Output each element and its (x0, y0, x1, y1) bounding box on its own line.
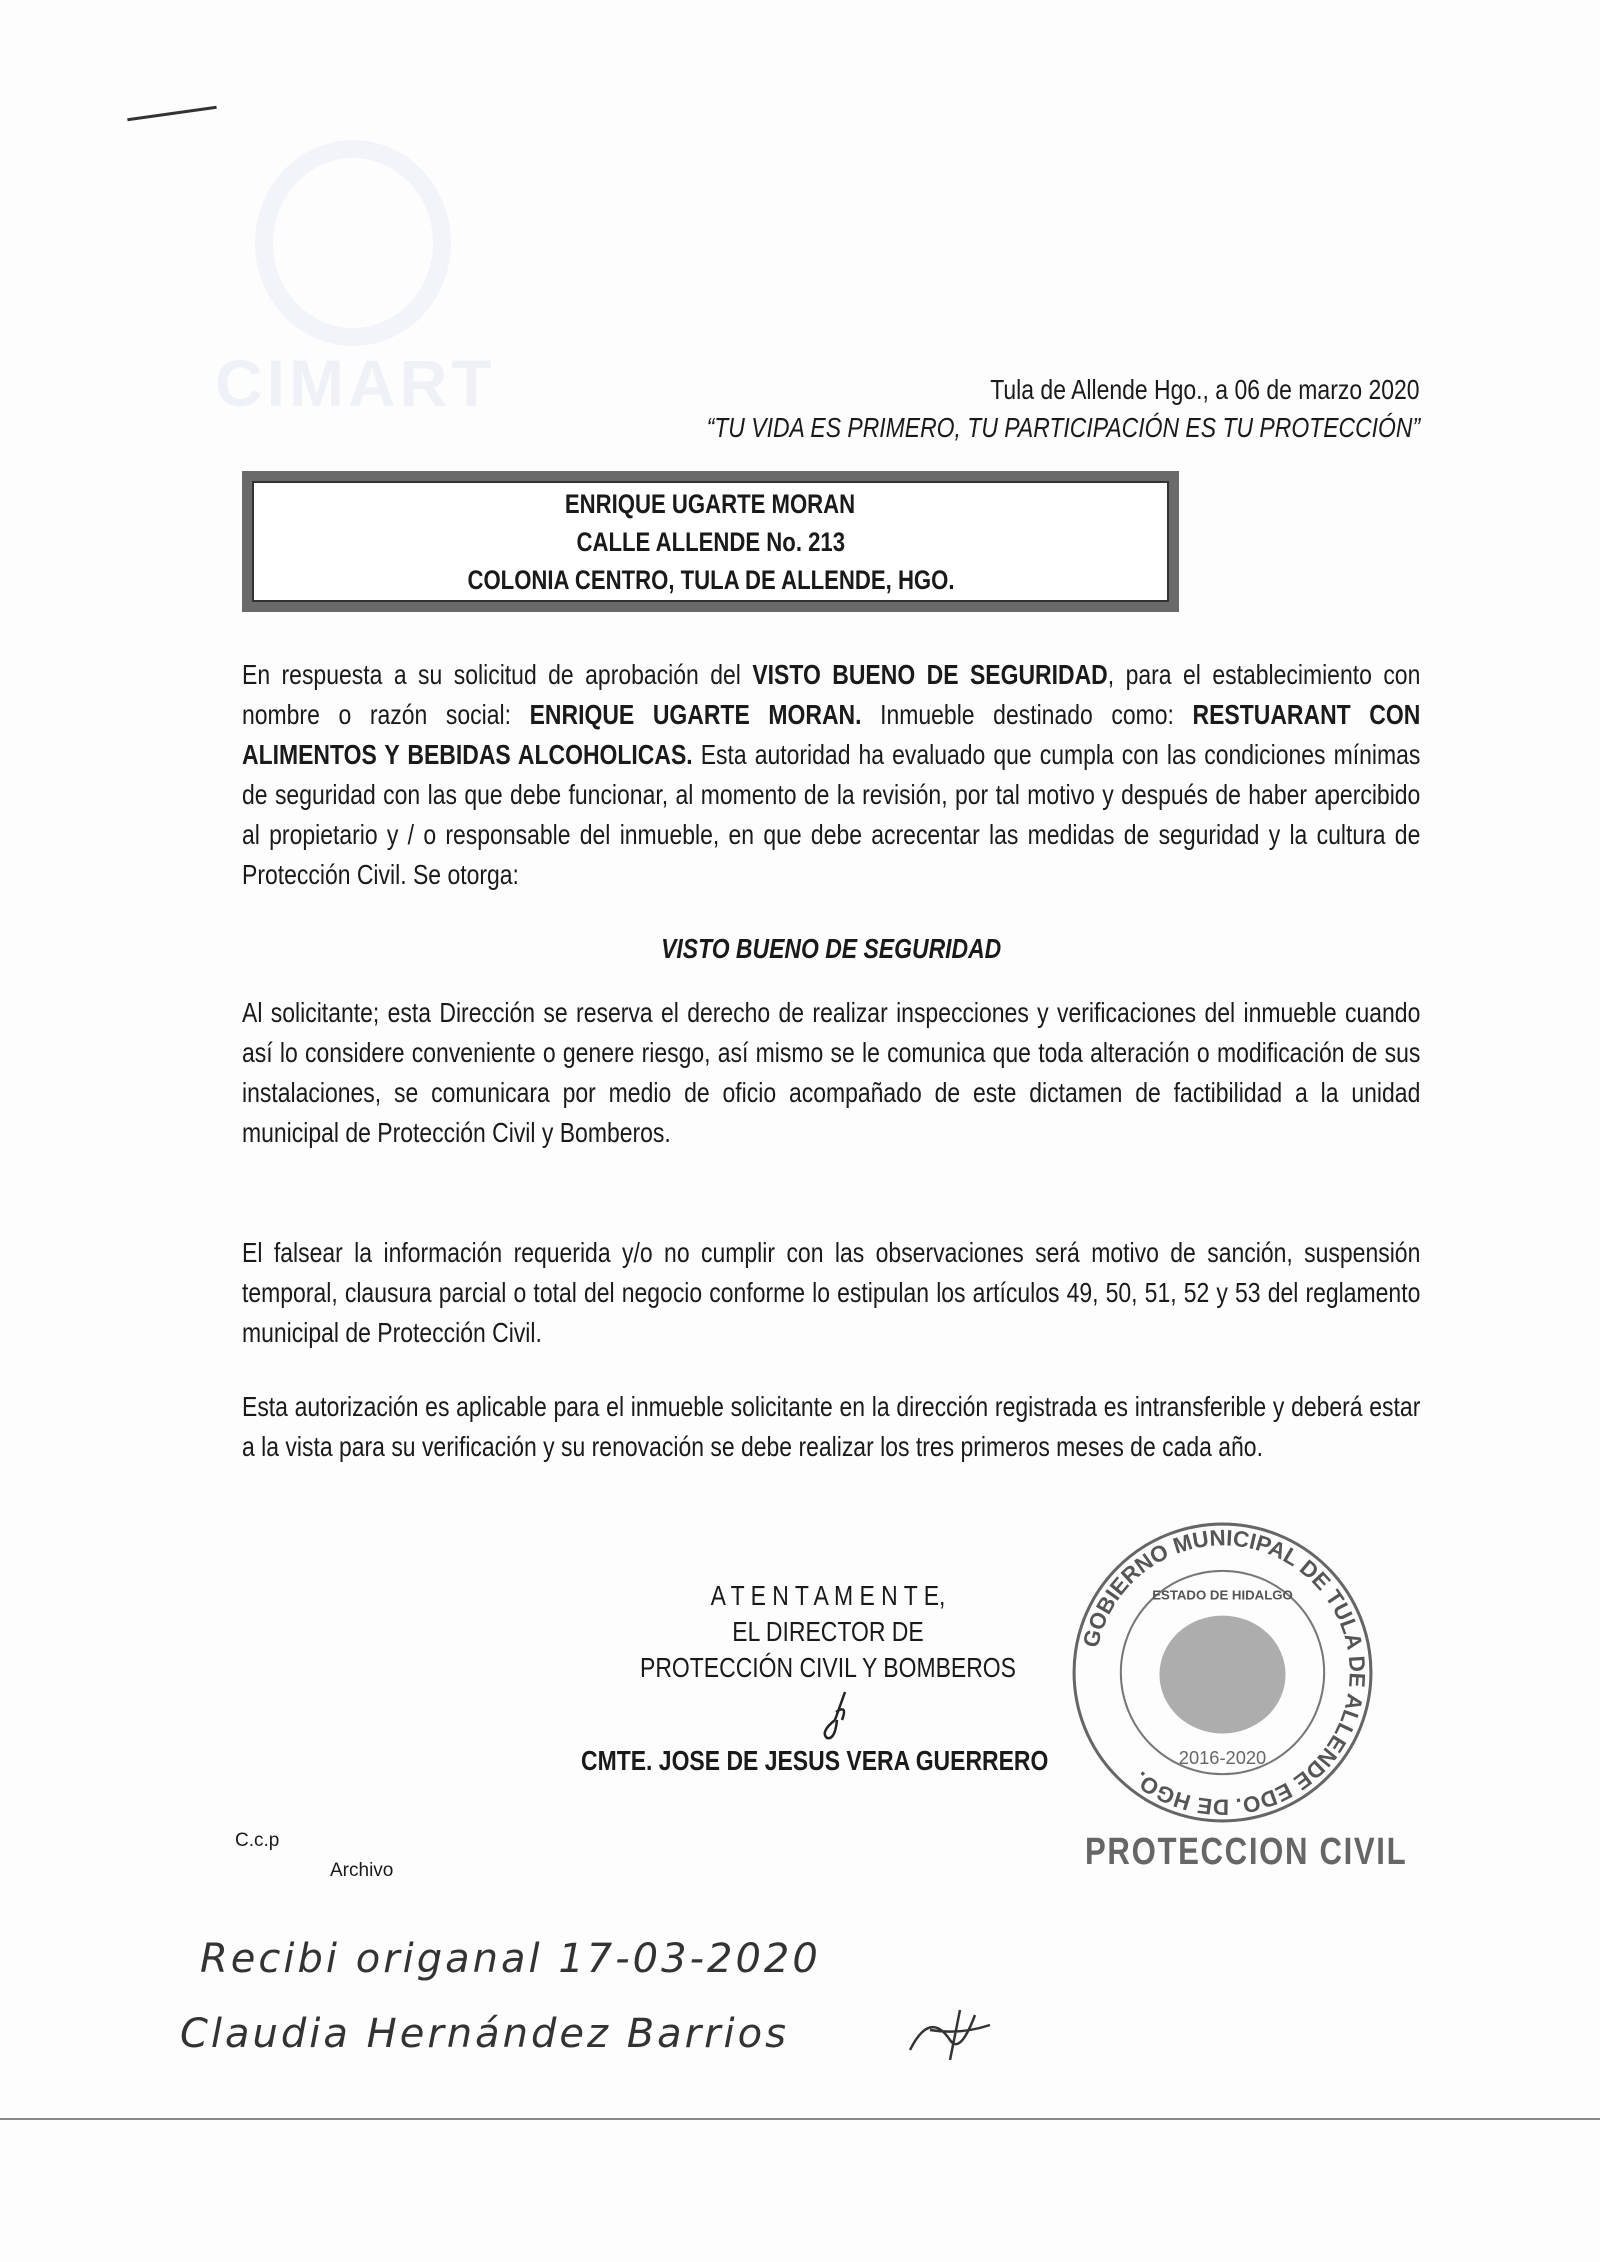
pen-mark (127, 106, 217, 121)
paragraph-inspections: Al solicitante; esta Dirección se reserva el derecho de realizar inspecciones y verificaciones del inmueble cuando así lo considere conveniente o genere riesgo, así mismo se le comunica que toda alteración o modificación de sus instalaciones, se comunicara por medio de oficio acompañado de este dictamen de factibilidad a la unidad municipal de Protección Civil y Bomberos. (242, 997, 1421, 1148)
bold-text: ENRIQUE UGARTE MORAN. (529, 699, 862, 730)
closing: A T E N T A M E N T E, (710, 1580, 946, 1611)
section-heading: VISTO BUENO DE SEGURIDAD (661, 933, 1002, 964)
ccp-archivo: Archivo (330, 1860, 394, 1881)
handwritten-receipt: Recibi origanal 17-03-2020 (200, 1936, 821, 1982)
motto: “TU VIDA ES PRIMERO, TU PARTICIPACIÓN ES TU PROTECCIÓN” (706, 412, 1420, 443)
seal-inner-text: ESTADO DE HIDALGO (1152, 1587, 1293, 1603)
bold-text: VISTO BUENO DE SEGURIDAD (752, 659, 1108, 690)
watermark-text: CIMART (215, 346, 496, 420)
addressee-colony: COLONIA CENTRO, TULA DE ALLENDE, HGO. (466, 564, 955, 595)
text: Inmueble destinado como: (861, 699, 1193, 730)
signer-title-1: EL DIRECTOR DE (732, 1616, 924, 1647)
divider (0, 2118, 1600, 2120)
signer-title-2: PROTECCIÓN CIVIL Y BOMBEROS (640, 1652, 1016, 1683)
seal-outer-text: GOBIERNO MUNICIPAL DE TULA DE ALLENDE EDO. DE HGO. (1078, 1525, 1370, 1820)
text: Esta autoridad ha evaluado que cumpla con las condiciones mínimas de seguridad con las que debe funcionar, al momento de la revisión, por tal motivo y después de haber apercibido al propietario y / o responsable del inmueble, en que debe acrecentar las medidas de seguridad y la cultura de Protección Civil. Se otorga: (242, 739, 1421, 890)
watermark-logo (255, 140, 451, 346)
place-date: Tula de Allende Hgo., a 06 de marzo 2020 (990, 374, 1420, 405)
seal-department: PROTECCION CIVIL (1085, 1831, 1408, 1873)
ccp-label: C.c.p (235, 1830, 280, 1851)
seal-years: 2016-2020 (1178, 1747, 1267, 1768)
bold-text: RESTUARANT CON ALIMENTOS Y BEBIDAS ALCOHOLICAS. (242, 699, 1421, 770)
handwritten-signature (900, 2000, 1000, 2070)
paragraph-sanctions: El falsear la información requerida y/o no cumplir con las observaciones será motivo de sanción, suspensión temporal, clausura parcial o total del negocio conforme lo estipulan los artículos 49, 50, 51, 52 y 53 del reglamento municipal de Protección Civil. (242, 1237, 1421, 1348)
signer-name: CMTE. JOSE DE JESUS VERA GUERRERO (581, 1745, 1049, 1776)
paragraph-authorization: Esta autorización es aplicable para el inmueble solicitante en la dirección registrada es intransferible y deberá estar a la vista para su verificación y su renovación se debe realizar los tres primeros meses de cada año. (242, 1391, 1421, 1462)
addressee-street: CALLE ALLENDE No. 213 (576, 526, 845, 557)
official-seal (1070, 1520, 1375, 1825)
paragraph-request (242, 655, 1420, 895)
signature-scribble (790, 1690, 870, 1740)
addressee-name: ENRIQUE UGARTE MORAN (565, 488, 856, 519)
text: En respuesta a su solicitud de aprobación del (242, 659, 753, 690)
text: , para el establecimiento con nombre o razón social: (242, 659, 1421, 730)
letter-body (242, 655, 1420, 1467)
handwritten-name: Claudia Hernández Barrios (180, 2011, 789, 2057)
addressee-box (242, 471, 1179, 612)
